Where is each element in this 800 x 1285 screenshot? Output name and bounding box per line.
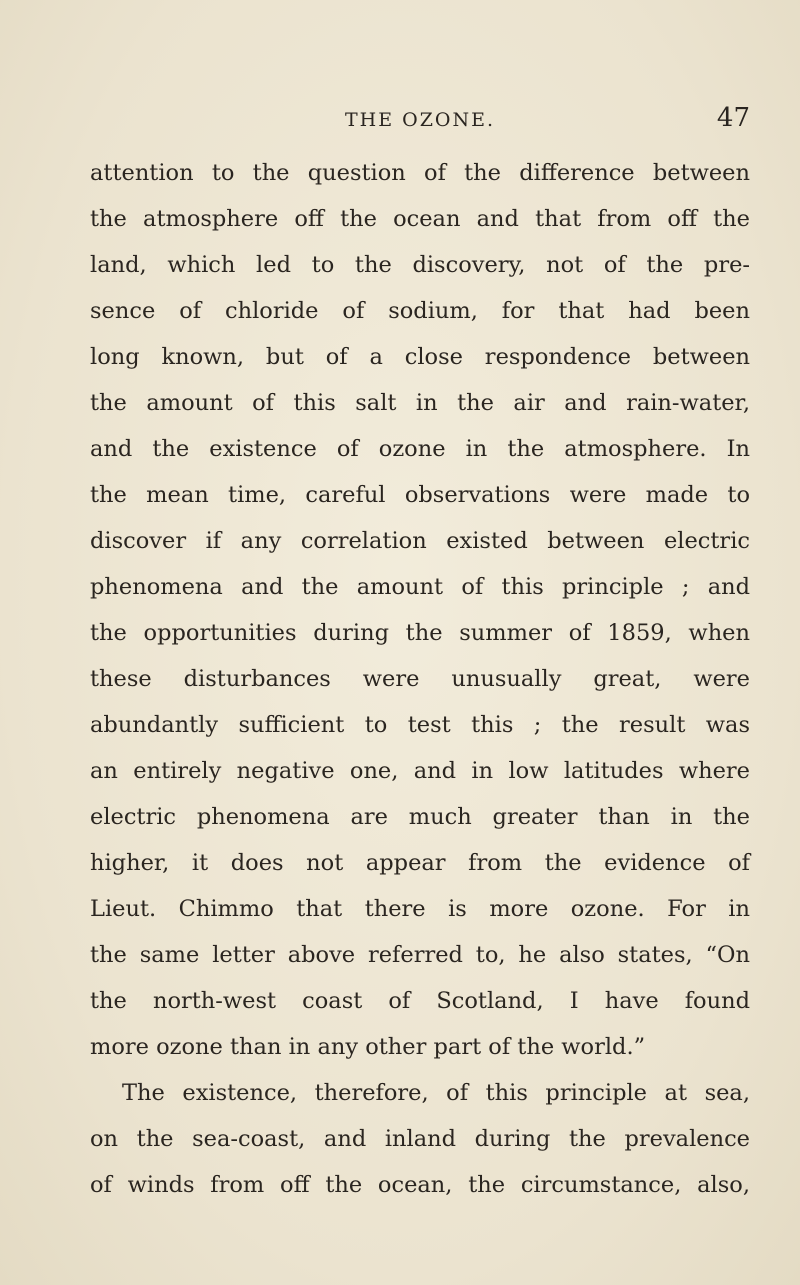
text-line: the mean time, careful observations were made to: [90, 482, 750, 508]
text-line: an entirely negative one, and in low latitudes where: [90, 758, 750, 784]
text-line: The existence, therefore, of this principle at sea,: [122, 1080, 750, 1106]
text-line: discover if any correlation existed between electric: [90, 528, 750, 554]
text-line: the amount of this salt in the air and rain-water,: [90, 390, 750, 416]
text-line: the atmosphere off the ocean and that from off the: [90, 206, 750, 232]
text-line: long known, but of a close respondence between: [90, 344, 750, 370]
text-line: higher, it does not appear from the evidence of: [90, 850, 750, 876]
text-line: abundantly sufficient to test this ; the result was: [90, 712, 750, 738]
running-title: THE OZONE.: [344, 109, 496, 131]
text-line: land, which led to the discovery, not of the pre-: [90, 252, 750, 278]
text-line: these disturbances were unusually great, were: [90, 666, 750, 692]
text-line: the same letter above referred to, he also states, “On: [90, 942, 750, 968]
text-line: more ozone than in any other part of the world.”: [90, 1034, 646, 1060]
text-line: on the sea-coast, and inland during the prevalence: [90, 1126, 750, 1152]
text-line: sence of chloride of sodium, for that had been: [90, 298, 750, 324]
text-line: the north-west coast of Scotland, I have found: [90, 988, 750, 1014]
running-head: [90, 103, 750, 133]
text-line: electric phenomena are much greater than in the: [90, 804, 750, 830]
text-line: Lieut. Chimmo that there is more ozone. For in: [90, 896, 750, 922]
text-line: of winds from off the ocean, the circumstance, also,: [90, 1172, 750, 1198]
page-number: 47: [716, 103, 750, 133]
text-line: phenomena and the amount of this principle ; and: [90, 574, 750, 600]
text-line: the opportunities during the summer of 1859, when: [90, 620, 750, 646]
text-line: and the existence of ozone in the atmosphere. In: [90, 436, 750, 462]
body-text: [90, 150, 750, 1208]
text-line: attention to the question of the difference between: [90, 160, 750, 186]
